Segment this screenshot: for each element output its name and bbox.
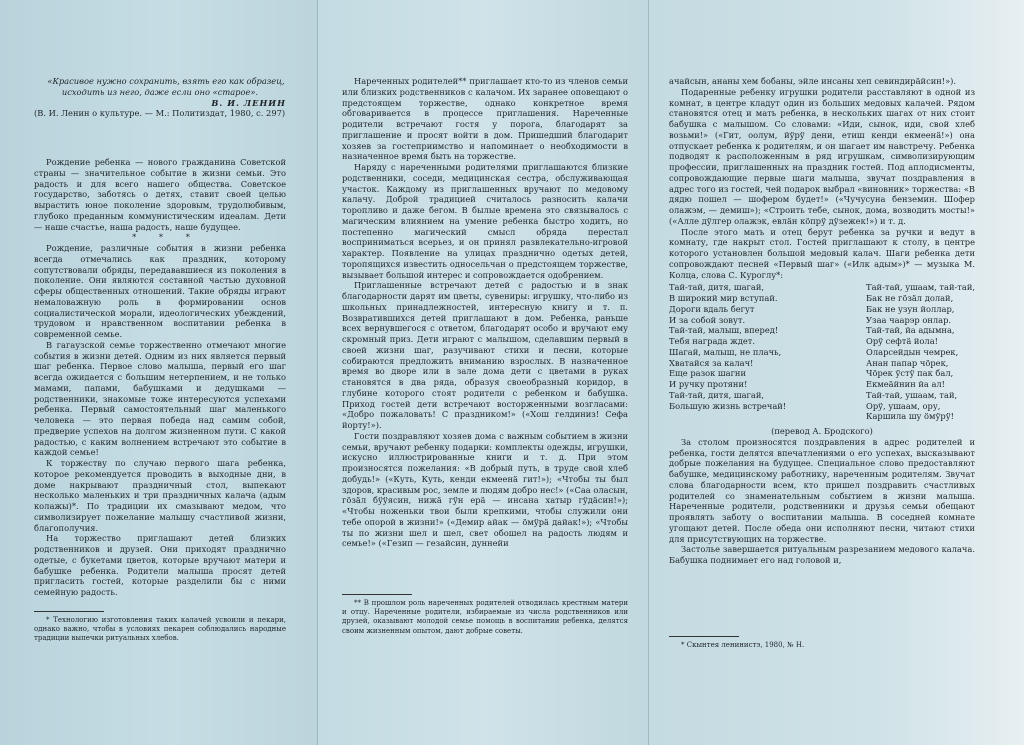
lyrics-gagauz	[866, 282, 975, 422]
paragraph: Подаренные ребенку игрушки родители расставляют в одной из комнат, в центре кладут один из больших медовых калачей. Рядом становятся отец и мать ребенка, в нескольких шагах от них стоит бабушка с малышом. Со словами: «Иди, сынок, иди, свой хлеб возьми!» («Гит, оолум, йӱрӱ дени, етиш кенди екмеенӓ!») она отпускает ребенка к родителям, и он шагает им навстречу. Ребенка подводят к расположенным в ряд игрушкам, символизирующим профессии, приглашенных на праздник гостей. Под аплодисменты, сопровождающие первые шаги малыша, звучат поздравления в адрес того из гостей, чей подарок выбрал «виновник» торжества: «В дядю пошел — шофером будет!» («Чучусуна бенземин. Шофер олажэм, — демиш»); «Строить тебе, сынок, дома, возводить мосты!» («Алле дӱлгер олажэк, евлӓн кӧпрӱ дӱзежек!») и т. д.	[669, 86, 975, 226]
lyric-line: Дороги вдаль бегут	[669, 303, 755, 314]
footnote: * Технологию изготовления таких калачей усвоили и пекари, однако важно, чтобы в условиях пекарен соблюдались народные традиции выпечки ритуальных хлебов.	[34, 616, 286, 643]
lyric-line: Чӧрек ӱстӱ пак бал,	[866, 368, 954, 379]
lyric-line: Бак не узун йоллар,	[866, 303, 955, 314]
left-panel	[0, 0, 318, 745]
epigraph-author: В. И. ЛЕНИН	[211, 97, 286, 108]
paragraph: Приглашенные встречают детей с радостью и в знак благодарности дарят им цветы, сувениры: игрушку, что-либо из школьных принадлежностей, интересную книгу и т. п. Возвратившихся детей приглашают в дом. Ребенка, раньше всех вернувшегося с ответом, благодарят особо и вручают ему скромный приз. Дети играют с малышом, сделавшим первый в своей жизни шаг, разучивают стихи и песни, которые собираются предложить вниманию взрослых. В назначенное время во дворе или в зале дома дети с цветами в руках становятся в два ряда, образуя своеобразный коридор, в глубине которого стоят родители с ребенком и бабушка. Приход гостей дети встречают восторженными возгласами: «Добро пожаловать! С праздником!» («Хош гелдиниз! Сефа йорту!»).	[342, 280, 628, 430]
paragraph: После этого мать и отец берут ребенка за ручки и ведут в комнату, где накрыт стол. Гостей приглашают к столу, в центре которого установлен большой медовый калач. Шаги ребенка дети сопровождают песней «Первый шаг» («Илк адым»)* — музыка М. Колца, слова С. Куроглу*:	[669, 226, 975, 280]
lyric-line: Большую жизнь встречай!	[669, 400, 787, 411]
footnote-rule	[342, 594, 412, 595]
paragraph: На торжество приглашают детей близких родственников и друзей. Они приходят празднично одетые, с букетами цветов, которые вручают матери и бабушке ребенка. Родители малыша просят детей пригласить гостей, которые разделили бы с ними семейную радость.	[34, 533, 286, 597]
lyric-line: Тай-тай, дитя, шагай,	[669, 282, 765, 293]
lyric-line: Орӱ, ушаам, ору,	[866, 400, 941, 411]
lyric-line: Каршила шу ӧмӱрӱ!	[866, 411, 954, 422]
lyric-line: И ручку протяни!	[669, 379, 748, 389]
footnote: * Скынтея ленинистэ, 1980, № Н.	[681, 641, 805, 649]
footnote-rule	[669, 636, 739, 637]
lyric-line: Тай-тай, ушаам, тай-тай,	[866, 282, 975, 293]
lyric-line: Тай-тай, малыш, вперед!	[669, 325, 779, 336]
left-footnote	[34, 605, 286, 655]
paragraph-continued: ачайсын, ананы хем бобаны, эйле инсаны хеп севиндирӓйсин!»).	[669, 76, 957, 86]
paragraph: Нареченных родителей** приглашает кто-то из членов семьи или близких родственников с калачом. Их заранее оповещают о предстоящем торжестве, однако конкретное время обговаривается в процессе приглашения. Нареченные родители встречают гостя у порога, благодарят за приглашение и просят войти в дом. Пришедший благодарит хозяев за гостеприимство и напоминает о необходимости в назначенное время быть на торжестве.	[342, 76, 628, 162]
paragraph: Гости поздравляют хозяев дома с важным событием в жизни семьи, вручают ребенку подарки: комплекты одежды, игрушки, искусно иллюстрированные книги и т. д. При этом произносятся пожелания: «В добрый путь, в труде свой хлеб добудь!» («Куть, Куть, кенди екмеенӓ гит!»); «Чтобы ты был здоров, красивым рос, земле и людям добро нес!» («Саа оласын, гӧзӓл бӱӱясин, нижӓ гӱн ерӓ — инсана хатыр гӱдӓсин!»); «Чтобы ноженьки твои были крепкими, чтобы служили они тебе опорой в жизни!» («Демир айак — ӧмӱрӓ дайак!»); «Чтобы ты по жизни шел и шел, свет обошел на радость людям и семье!» («Гезип — гезайсин, дуннейи	[342, 430, 628, 549]
lyric-line: Анан папар чӧрек,	[866, 357, 949, 368]
footnote: ** В прошлом роль нареченных родителей отводилась крестным матери и отцу. Нареченные родители, избираемые из числа родственников или друзей, оказывают молодой семье помощь в воспитании ребенка, делятся своим жизненным опытом, дают добрые советы.	[342, 599, 628, 635]
paragraph: За столом произносятся поздравления в адрес родителей и ребенка, гости делятся впечатлениями о его успехах, высказывают добрые пожелания на будущее. Специальное слово предоставляют бабушке, медицинскому работнику, нареченным родителям. Звучат слова благодарности всем, кто пришел поздравить счастливых родителей со знаменательным событием в жизни малыша. Нареченные родители, родственники и друзья семьи обещают проявлять заботу о воспитании малыша. В соседней комнате угощают детей. После обеда они исполняют песни, читают стихи для присутствующих на торжестве.	[669, 436, 975, 544]
lyrics-russian	[669, 282, 786, 422]
paragraph: Рождение, различные события в жизни ребенка всегда отмечались как праздник, которому сопутствовали обряды, передававшиеся из поколения в поколение. Они являются составной частью духовной сферы общественных отношений. Такие обряды играют немаловажную роль в формировании основ социалистической морали, идеологических убеждений, трудовом и нравственном воспитании ребенка в современной семье.	[34, 243, 286, 339]
lyric-line: Узаа чаарэр онлар.	[866, 314, 952, 325]
left-column	[34, 76, 286, 642]
lyric-line: Тай-тай, дитя, шагай,	[669, 389, 765, 400]
lyric-line: Бак не гӧзӓл долай,	[866, 293, 954, 303]
paragraph: Застолье завершается ритуальным разрезанием медового калача. Бабушка поднимает его над головой и,	[669, 544, 975, 565]
epigraph-quote: «Красивое нужно сохранить, взять его как образец, исходить из него, даже если оно «старое».	[47, 76, 285, 97]
lyric-line: В широкий мир вступай.	[669, 293, 778, 303]
middle-column	[342, 76, 628, 584]
lyric-line: Тебя награда ждет.	[669, 336, 755, 346]
lyric-line: Тай-тай, йа адымна,	[866, 325, 955, 336]
lyric-line: Екмеӓйнин йа ал!	[866, 379, 946, 389]
epigraph-source: (В. И. Ленин о культуре. — М.: Политиздат, 1980, с. 297)	[34, 108, 286, 119]
paragraph: К торжеству по случаю первого шага ребенка, которое рекомендуется проводить в выходные дни, в доме накрывают праздничный стол, выпекают несколько маленьких и три праздничных калача (адым колажы)*. По традиции их смазывают медом, что символизирует пожелание малышу счастливой жизни, благополучия.	[34, 458, 286, 533]
paragraph: Наряду с нареченными родителями приглашаются близкие родственники, соседи, медицинская сестра, обслуживающая участок. Каждому из приглашенных вручают по медовому калачу. Доброй традицией считалось разносить калачи торопливо и даже бегом. В былые времена это связывалось с магическим влиянием на умение ребенка быстро ходить, но постепенно магический смысл обряда перестал восприниматься всерьез, и он принял развлекательно-игровой характер. Появление на улицах празднично одетых детей, торопящихся известить односельчан о предстоящем торжестве, вызывает большой интерес и сопровождается одобрением.	[342, 162, 628, 280]
right-panel	[649, 0, 1024, 745]
song-lyrics	[669, 282, 975, 422]
lyric-line: Еще разок шагни	[669, 368, 746, 379]
paragraph: Рождение ребенка — нового гражданина Советской страны — значительное событие в жизни семьи. Это радость и для всего нашего общества. Советское государство, заботясь о детях, ставит своей целью вырастить юное поколение здоровым, трудолюбивым, глубоко преданным коммунистическим идеалам. Дети — наше счастье, наша радость, наше будущее.	[34, 157, 286, 232]
lyric-line: Тай-тай, ушаам, тай,	[866, 389, 958, 400]
lyric-line: Оларсейдын чемрек,	[866, 346, 959, 357]
footnote-rule	[34, 611, 104, 612]
lyric-line: И за собой зовут.	[669, 314, 746, 325]
paragraph: В гагаузской семье торжественно отмечают многие события в жизни детей. Одним из них является первый шаг ребенка. Первое слово малыша, первый его шаг всегда ожидается с большим нетерпением, и не только мамами, папами, бабушками и дедушками — родственники, знакомые тоже интересуются успехами ребенка. Первый самостоятельный шаг маленького человека — это первая победа над самим собой, предверие успехов на долгом жизненном пути. С какой радостью, с каким волнением встречают это событие в каждой семье!	[34, 339, 286, 458]
translator-credit: (перевод А. Бродского)	[771, 426, 873, 436]
middle-panel	[318, 0, 649, 745]
right-footnote	[669, 630, 975, 660]
lyric-line: Хватайся за калач!	[669, 357, 754, 368]
right-column	[669, 76, 975, 628]
lyric-line: Орӱ сефтӓ йола!	[866, 336, 938, 346]
section-divider: * * *	[132, 232, 200, 243]
middle-footnote	[342, 588, 628, 648]
lyric-line: Шагай, малыш, не плачь,	[669, 346, 782, 357]
